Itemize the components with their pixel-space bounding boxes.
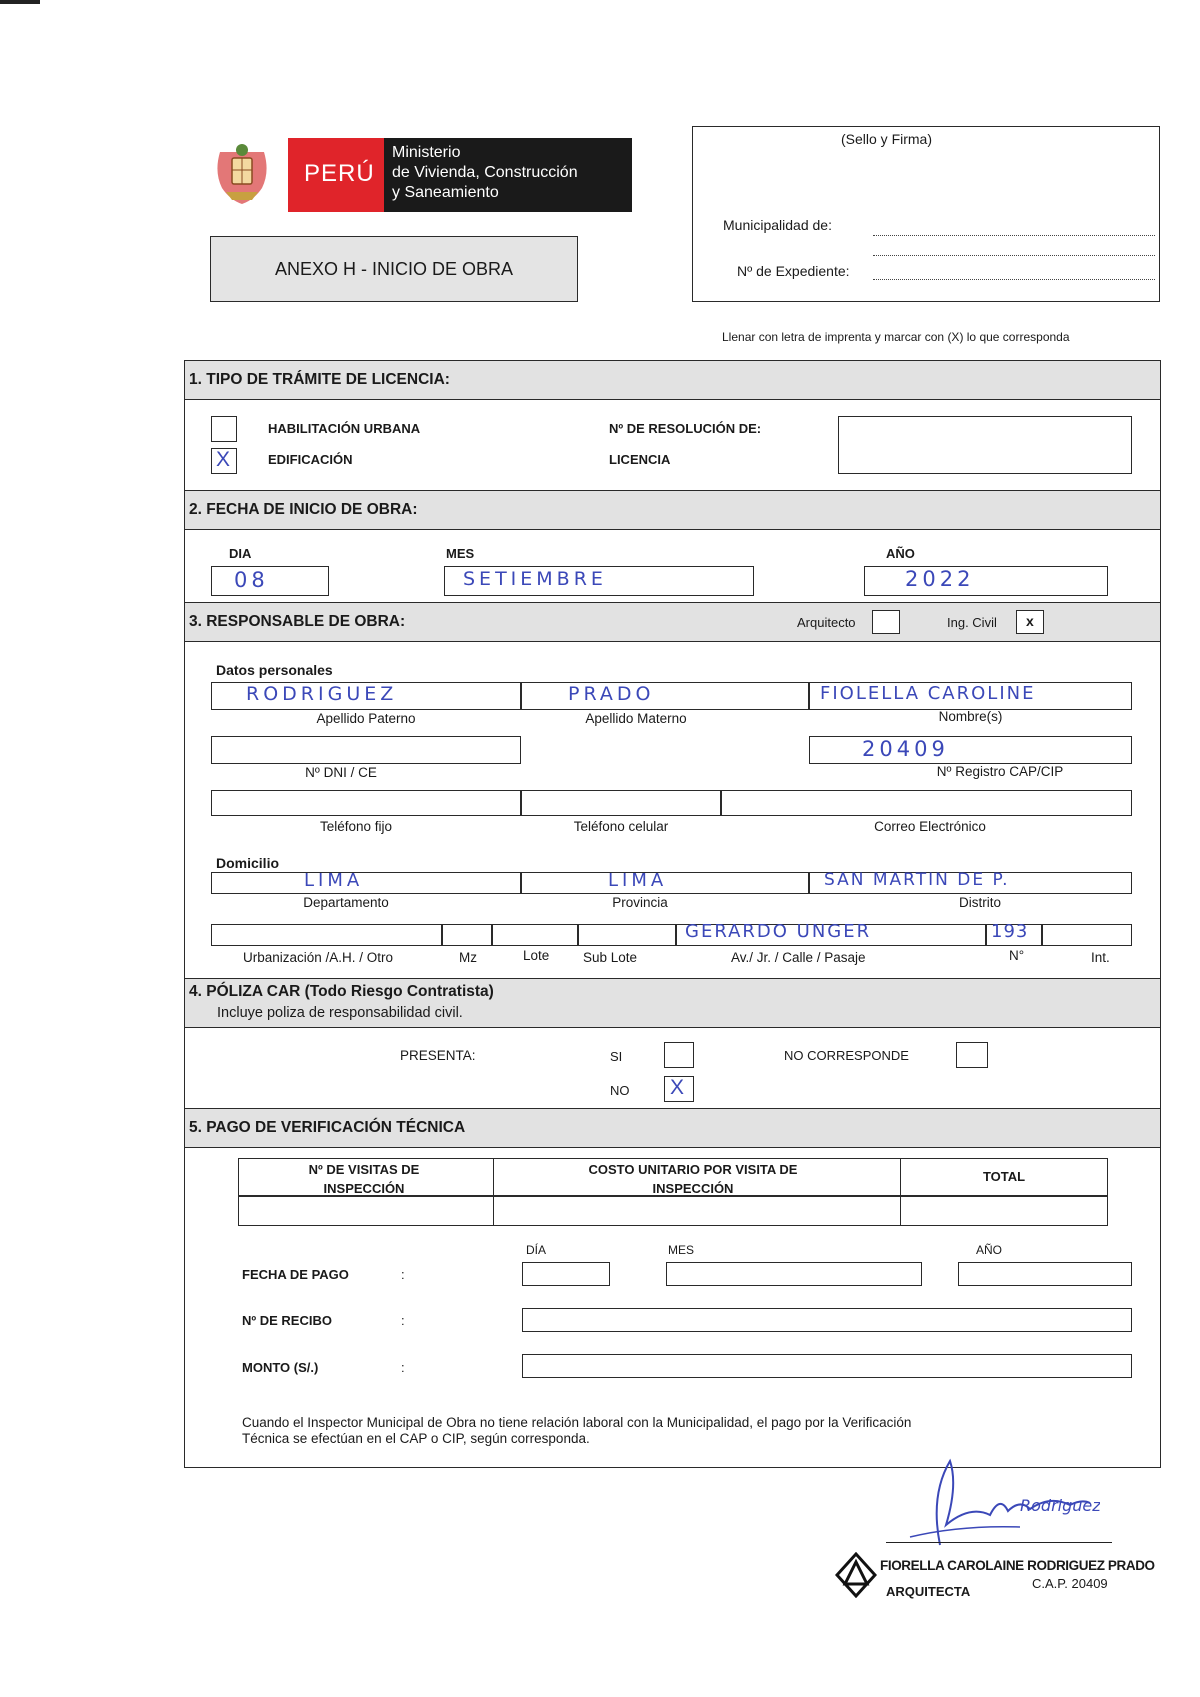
pago-mes-label: MES <box>668 1243 695 1257</box>
edificacion-label: EDIFICACIÓN <box>268 452 353 467</box>
dia-field[interactable] <box>211 566 329 596</box>
arquitecto-label: Arquitecto <box>797 615 856 630</box>
urbanizacion-field[interactable] <box>211 924 442 946</box>
handwritten-signature <box>900 1455 1100 1555</box>
signer-title: ARQUITECTA <box>886 1584 971 1599</box>
anio-field[interactable] <box>864 566 1108 596</box>
si-label: SI <box>610 1049 623 1064</box>
signer-cap: C.A.P. 20409 <box>1032 1576 1108 1591</box>
habilitacion-label: HABILITACIÓN URBANA <box>268 421 421 436</box>
signer-name: FIORELLA CAROLAINE RODRIGUEZ PRADO <box>880 1558 1155 1573</box>
anio-value: 2022 <box>905 567 975 591</box>
datos-personales-label: Datos personales <box>216 662 333 678</box>
apellido-paterno-field[interactable] <box>211 682 521 710</box>
peru-label: PERÚ <box>304 160 375 187</box>
section1-header <box>185 360 1160 400</box>
section4-title: 4. PÓLIZA CAR (Todo Riesgo Contratista) <box>189 983 494 1000</box>
edificacion-mark: X <box>216 448 231 471</box>
anio-label: AÑO <box>886 546 915 561</box>
ing-civil-label: Ing. Civil <box>947 615 997 630</box>
apellido-materno-value: PRADO <box>568 683 655 705</box>
instructions-text: Llenar con letra de imprenta y marcar con (X) lo que corresponda <box>722 330 1070 344</box>
expediente-label: Nº de Expediente: <box>737 263 850 279</box>
scan-edge-mark <box>0 0 40 4</box>
recibo-field[interactable] <box>522 1308 1132 1332</box>
lote-field[interactable] <box>492 924 578 946</box>
section3-header <box>185 602 1160 642</box>
table-cell-costo[interactable] <box>493 1196 901 1226</box>
resolucion-label: Nº DE RESOLUCIÓN DE: <box>609 421 762 436</box>
telefono-celular-label: Teléfono celular <box>573 819 669 834</box>
si-checkbox[interactable] <box>664 1042 694 1068</box>
table-header-costo-text: COSTO UNITARIO POR VISITA DE INSPECCIÓN <box>588 1162 798 1196</box>
edificacion-checkbox[interactable] <box>211 448 237 474</box>
correo-label: Correo Electrónico <box>874 819 986 834</box>
table-cell-total[interactable] <box>900 1196 1108 1226</box>
arquitecto-checkbox[interactable] <box>872 610 900 634</box>
provincia-field[interactable] <box>521 872 809 894</box>
telefono-fijo-label: Teléfono fijo <box>319 819 393 834</box>
resolucion-field[interactable] <box>838 416 1132 474</box>
mes-label: MES <box>446 546 475 561</box>
section4-header <box>185 978 1160 1028</box>
stamp-box <box>692 126 1160 302</box>
distrito-value: SAN MARTIN DE P. <box>824 870 1010 890</box>
calle-field[interactable] <box>676 921 986 946</box>
sublote-field[interactable] <box>578 924 676 946</box>
habilitacion-checkbox[interactable] <box>211 416 237 442</box>
nombres-field[interactable] <box>809 682 1132 710</box>
calle-label: Av./ Jr. / Calle / Pasaje <box>731 950 866 965</box>
departamento-label: Departamento <box>303 895 389 910</box>
table-header-visitas <box>238 1158 494 1196</box>
table-header-total <box>900 1158 1108 1196</box>
pago-mes-field[interactable] <box>666 1262 922 1286</box>
stamp-label: (Sello y Firma) <box>841 131 933 147</box>
mes-field[interactable] <box>444 566 754 596</box>
interior-label: Int. <box>1091 950 1110 965</box>
pago-dia-label: DÍA <box>526 1243 547 1257</box>
ing-civil-mark: x <box>1026 613 1034 629</box>
mes-value: SETIEMBRE <box>463 568 607 590</box>
apellido-paterno-value: RODRIGUEZ <box>246 683 398 705</box>
ministry-brand-box <box>384 138 632 212</box>
departamento-value: LIMA <box>304 870 364 891</box>
recibo-colon: : <box>401 1313 405 1328</box>
mz-label: Mz <box>459 950 477 965</box>
svg-text:Rodriguez: Rodriguez <box>1020 1496 1100 1515</box>
apellido-materno-field[interactable] <box>521 682 809 710</box>
pago-anio-label: AÑO <box>976 1243 1003 1257</box>
ministry-line-3: y Saneamiento <box>392 184 499 201</box>
section1-title: 1. TIPO DE TRÁMITE DE LICENCIA: <box>189 371 450 388</box>
no-mark: X <box>670 1076 685 1099</box>
monto-colon: : <box>401 1360 405 1375</box>
monto-label: MONTO (S/.) <box>242 1360 319 1375</box>
no-checkbox[interactable] <box>664 1076 694 1102</box>
dni-label: Nº DNI / CE <box>305 765 377 780</box>
verification-note: Cuando el Inspector Municipal de Obra no tiene relación laboral con la Municipalidad, el pago por la Verificación Técnica se efectúan en el CAP o CIP, según corresponda. <box>242 1415 912 1446</box>
municipalidad-field-line2 <box>873 255 1155 256</box>
registro-label: Nº Registro CAP/CIP <box>936 764 1064 779</box>
signature-line <box>886 1542 1112 1543</box>
section4-subtitle: Incluye poliza de responsabilidad civil. <box>217 1005 463 1021</box>
telefono-celular-field[interactable] <box>521 790 721 816</box>
presenta-label: PRESENTA: <box>400 1048 476 1063</box>
pago-anio-field[interactable] <box>958 1262 1132 1286</box>
ing-civil-checkbox[interactable] <box>1016 610 1044 634</box>
annex-title: ANEXO H - INICIO DE OBRA <box>274 259 514 279</box>
domicilio-label: Domicilio <box>216 855 280 871</box>
licencia-label: LICENCIA <box>609 452 671 467</box>
pago-dia-field[interactable] <box>522 1262 610 1286</box>
registro-field[interactable] <box>809 736 1132 764</box>
interior-field[interactable] <box>1042 924 1132 946</box>
section5-header <box>185 1108 1160 1148</box>
section3-title: 3. RESPONSABLE DE OBRA: <box>189 613 406 630</box>
correo-field[interactable] <box>721 790 1132 816</box>
section5-title: 5. PAGO DE VERIFICACIÓN TÉCNICA <box>189 1119 466 1136</box>
numero-label: N° <box>1009 948 1025 963</box>
dia-value: 08 <box>234 568 269 592</box>
ministry-line-1: Ministerio <box>392 144 461 161</box>
recibo-label: Nº DE RECIBO <box>242 1313 332 1328</box>
no-label: NO <box>610 1083 630 1098</box>
table-header-total-text: TOTAL <box>982 1169 1026 1184</box>
provincia-value: LIMA <box>608 870 668 891</box>
municipalidad-label: Municipalidad de: <box>723 217 832 233</box>
architect-seal-icon <box>835 1552 877 1598</box>
annex-title-box <box>210 236 578 302</box>
coat-of-arms-logo <box>212 142 272 206</box>
numero-value: 193 <box>991 921 1029 942</box>
distrito-label: Distrito <box>958 895 1001 910</box>
expediente-field[interactable] <box>873 279 1155 280</box>
telefono-fijo-field[interactable] <box>211 790 521 816</box>
numero-field[interactable] <box>986 921 1042 946</box>
departamento-field[interactable] <box>211 872 521 894</box>
apellido-materno-label: Apellido Materno <box>585 711 687 726</box>
table-cell-visitas[interactable] <box>238 1196 494 1226</box>
ministry-line-2: de Vivienda, Construcción <box>392 164 578 181</box>
sublote-label: Sub Lote <box>583 950 638 965</box>
registro-value: 20409 <box>862 737 949 761</box>
section2-header <box>185 490 1160 530</box>
no-corresponde-checkbox[interactable] <box>956 1042 988 1068</box>
dia-label: DIA <box>229 546 252 561</box>
monto-field[interactable] <box>522 1354 1132 1378</box>
fecha-pago-colon: : <box>401 1267 405 1282</box>
calle-value: GERARDO UNGER <box>685 921 872 942</box>
no-corresponde-label: NO CORRESPONDE <box>784 1048 909 1063</box>
urbanizacion-label: Urbanización /A.H. / Otro <box>243 950 394 965</box>
municipalidad-field[interactable] <box>873 235 1155 236</box>
nombres-value: FIOLELLA CAROLINE <box>820 683 1036 704</box>
nombres-label: Nombre(s) <box>938 709 1003 724</box>
apellido-paterno-label: Apellido Paterno <box>316 711 416 726</box>
peru-brand-box <box>288 138 384 212</box>
table-header-costo <box>493 1158 901 1196</box>
dni-field[interactable] <box>211 736 521 764</box>
section2-title: 2. FECHA DE INICIO DE OBRA: <box>189 501 418 518</box>
table-header-visitas-text: Nº DE VISITAS DE INSPECCIÓN <box>308 1162 420 1196</box>
provincia-label: Provincia <box>612 895 668 910</box>
lote-label: Lote <box>523 948 550 963</box>
mz-field[interactable] <box>442 924 492 946</box>
distrito-field[interactable] <box>809 872 1132 894</box>
fecha-pago-label: FECHA DE PAGO <box>242 1267 349 1282</box>
